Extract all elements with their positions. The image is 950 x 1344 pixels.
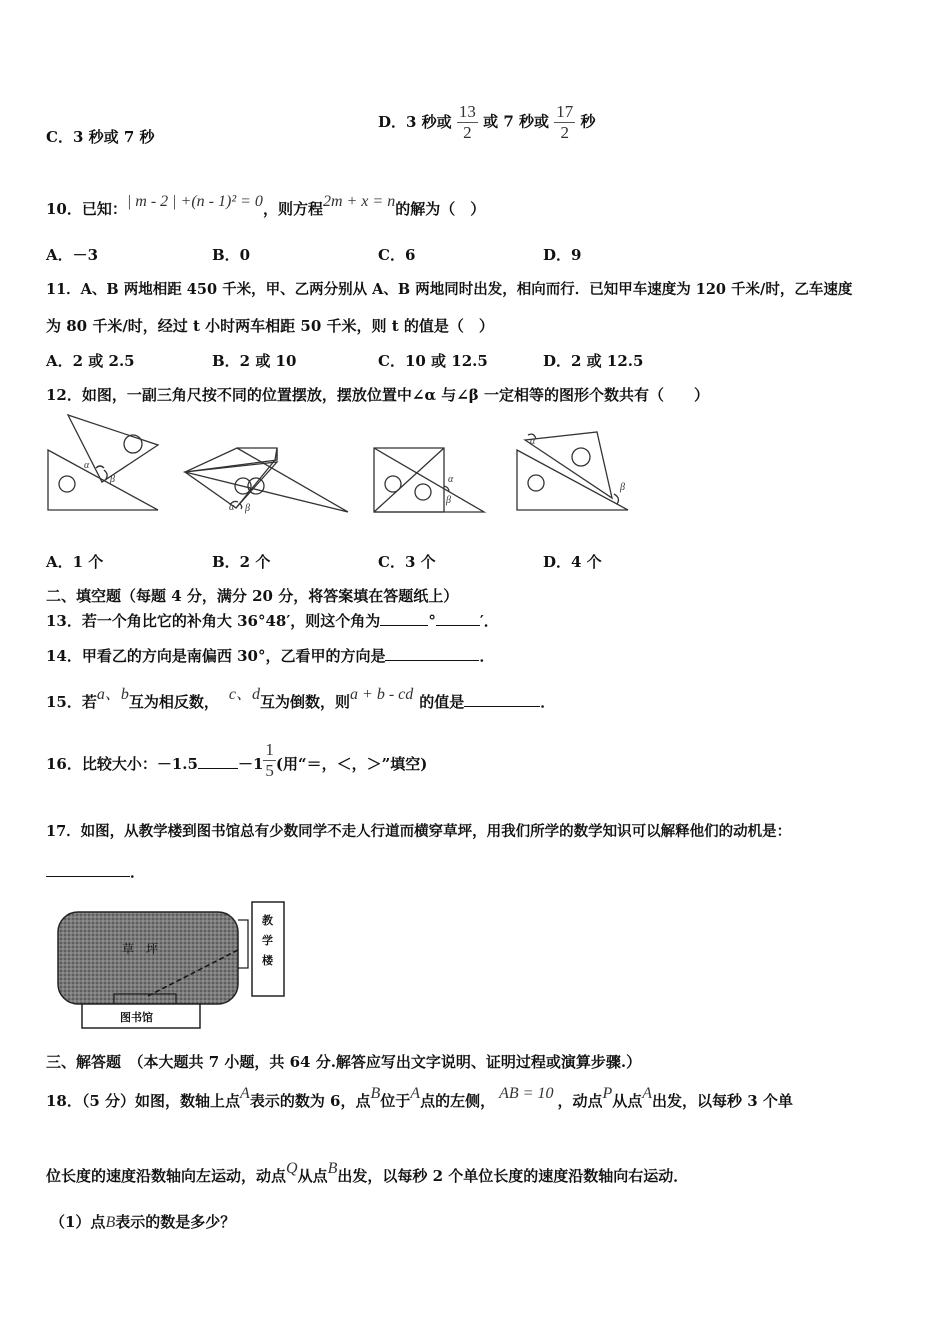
q11-line-2: 为 80 千米/时，经过 t 小时两车相距 50 千米，则 t 的值是（ ） (46, 317, 494, 335)
q9-d-fraction-1: $\frac{13}{2}$ (458, 102, 476, 142)
q12-option-d: D．4 个 (543, 553, 602, 571)
q14-blank[interactable] (385, 646, 479, 661)
q15: 15．若a、b互为相反数， c、d互为倒数，则a + b - cd 的值是 ． (46, 686, 556, 711)
q11-line-1: 11．A、B 两地相距 450 千米，甲、乙两分别从 A、B 两地同时出发，相向而行．已知甲车速度为 120 千米/时，乙车速度 (46, 281, 853, 298)
q9-d-fraction-2: $\frac{17}{2}$ (556, 102, 574, 142)
q10-option-d: D．9 (543, 246, 582, 264)
q17-campus-figure (52, 898, 292, 1030)
q9-d-prefix: D．3 秒或 (378, 112, 452, 131)
q18-line-1: 18．（5 分）如图，数轴上点A表示的数为 6，点B位于A点的左侧， AB = 10 ，动点P从点A出发，以每秒 3 个单 (46, 1085, 793, 1110)
q18-point-b: B (370, 1085, 381, 1102)
q17-library-label: 图书馆 (120, 1012, 153, 1024)
q10-option-b: B．0 (212, 246, 251, 264)
q18-point-a: A (240, 1085, 250, 1102)
q17-blank[interactable] (46, 862, 130, 877)
q9-d-suffix: 秒 (580, 112, 596, 131)
q12-option-a: A．1 个 (46, 553, 104, 571)
q15-blank[interactable] (464, 692, 540, 707)
q13-blank-degrees[interactable] (380, 611, 428, 626)
q18-line-2: 位长度的速度沿数轴向左运动，动点Q从点B出发，以每秒 2 个单位长度的速度沿数轴向右运动． (46, 1160, 689, 1185)
q15-ab: a、b (96, 686, 129, 703)
q12-fig1-alpha: α (84, 460, 90, 471)
section-2-heading: 二、填空题（每题 4 分，满分 20 分，将答案填在答题纸上） (46, 587, 459, 605)
q12-option-c: C．3 个 (378, 553, 436, 571)
q10-equation: 2m + x = n (322, 193, 396, 210)
q12-figure-3 (374, 448, 484, 512)
q16-fraction: $\frac{1}{5}$ (265, 740, 274, 780)
section-3-heading: 三、解答题 （本大题共 7 小题，共 64 分.解答应写出文字说明、证明过程或演算步骤.） (46, 1053, 642, 1071)
q17-lawn (58, 912, 238, 1004)
q15-cd: c、d (228, 686, 261, 703)
q13-blank-minutes[interactable] (436, 611, 480, 626)
q17-line-2: ． (46, 862, 145, 882)
q16-blank[interactable] (198, 754, 238, 769)
q14: 14．甲看乙的方向是南偏西 30°，乙看甲的方向是 ． (46, 647, 495, 665)
q12-figure-1 (48, 415, 158, 510)
q10-option-c: C．6 (378, 246, 416, 264)
q17-building-char-3: 楼 (262, 955, 273, 967)
q12-fig2-alpha: α (229, 502, 235, 513)
q12-fig3-alpha: α (448, 474, 454, 485)
q12-fig2-beta: β (245, 503, 250, 514)
q11-option-b: B．2 或 10 (212, 352, 297, 370)
q12-option-b: B．2 个 (212, 553, 271, 571)
q9-d-mid: 或 7 秒或 (483, 112, 550, 131)
q12-stem: 12．如图，一副三角尺按不同的位置摆放，摆放位置中∠α 与∠β 一定相等的图形个数共有（ ） (46, 386, 709, 404)
q11-option-d: D．2 或 12.5 (543, 352, 644, 370)
q17-lawn-label: 草 坪 (122, 942, 159, 956)
q17-building-char-2: 学 (262, 935, 273, 947)
q16: 16．比较大小：－1.5 －1 $\frac{1}{5}$ (用“＝，＜，＞”填空) (46, 740, 428, 780)
q12-fig1-beta: β (110, 474, 115, 485)
q9-option-d (378, 102, 596, 152)
q18-ab-length: AB = 10 (499, 1085, 554, 1102)
q18-sub-question-1: （1）点B表示的数是多少？ (50, 1213, 236, 1231)
q10-stem: 10．已知：| m - 2 | +(n - 1)² = 0，则方程2m + x = n的解为（ ） (46, 193, 486, 218)
q17-walkway-right (238, 920, 248, 968)
q9-option-c: C．3 秒或 7 秒 (46, 128, 155, 146)
q12-triangle-figures (40, 410, 640, 520)
q12-fig3-beta: β (446, 495, 451, 506)
q12-fig4-alpha: α (530, 436, 536, 447)
q10-condition: | m - 2 | +(n - 1)² = 0 (126, 193, 263, 210)
q17-line-1: 17．如图，从教学楼到图书馆总有少数同学不走人行道而横穿草坪，用我们所学的数学知识可以解释他们的动机是： (46, 823, 792, 840)
q12-figure-2 (185, 448, 348, 512)
q13: 13．若一个角比它的补角大 36°48′，则这个角为 ° ′． (46, 612, 499, 630)
q18-point-p: P (602, 1085, 613, 1102)
q10-option-a: A．－3 (46, 246, 99, 264)
q11-option-c: C．10 或 12.5 (378, 352, 488, 370)
q17-building-char-1: 教 (262, 915, 273, 927)
q18-point-q: Q (286, 1160, 298, 1177)
q12-fig4-beta: β (620, 482, 625, 493)
q11-option-a: A．2 或 2.5 (46, 352, 135, 370)
q15-expression: a + b - cd (350, 686, 414, 703)
